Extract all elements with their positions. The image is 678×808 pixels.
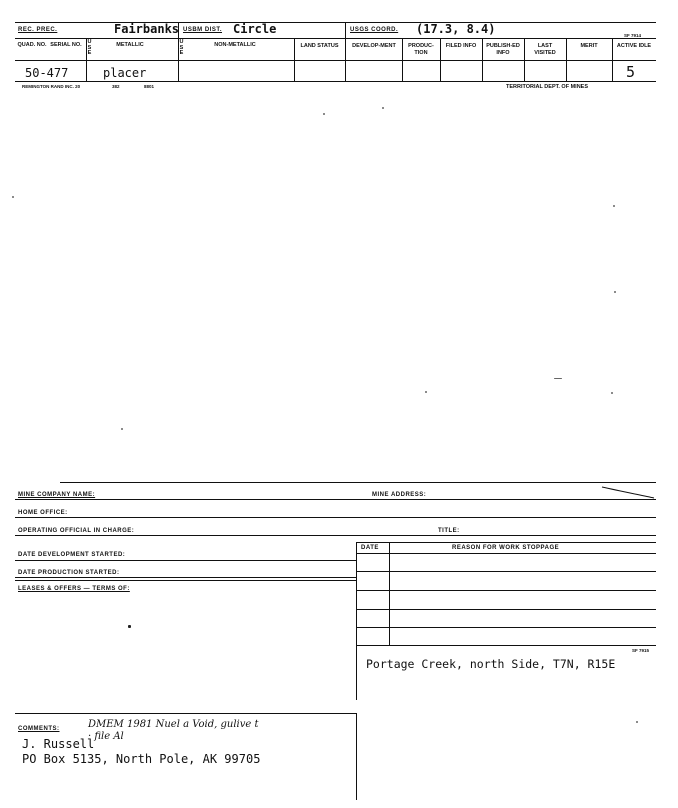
scan-speck <box>121 428 123 430</box>
usgs-coord-label: USGS COORD. <box>350 27 399 33</box>
date-production-label: DATE PRODUCTION STARTED: <box>18 570 120 576</box>
col-published-info: PUBLISH-ED INFO <box>486 43 520 56</box>
scan-speck <box>614 291 616 293</box>
contact-name: J. Russell <box>22 737 95 751</box>
col-production: PRODUC-TION <box>408 43 434 56</box>
usgs-coord-value: (17.3, 8.4) <box>416 22 496 36</box>
col-merit: MERIT <box>580 43 598 49</box>
col-non-metallic: NON-METALLIC <box>214 42 256 48</box>
title-label: TITLE: <box>438 528 460 534</box>
operating-official-label: OPERATING OFFICIAL IN CHARGE: <box>18 528 135 534</box>
scribble-mark <box>600 485 656 501</box>
comments-label: COMMENTS: <box>18 726 60 732</box>
date-development-label: DATE DEVELOPMENT STARTED: <box>18 552 126 558</box>
active-idle-value: 5 <box>626 63 636 81</box>
scan-speck <box>12 196 14 198</box>
form-code-bottom: SF 7915 <box>632 648 650 653</box>
mine-company-name-label: MINE COMPANY NAME: <box>18 492 96 498</box>
col-land-status: LAND STATUS <box>300 43 339 49</box>
rec-prec-label: REC. PREC. <box>18 27 58 33</box>
scan-speck <box>613 205 615 207</box>
col-use-1: U S E <box>87 39 92 56</box>
metallic-value: placer <box>103 66 147 80</box>
leases-offers-label: LEASES & OFFERS — TERMS OF: <box>18 586 130 592</box>
col-quad-no: QUAD. NO. <box>17 42 47 48</box>
scan-speck <box>382 107 384 109</box>
handwritten-note-line2: · file Al <box>88 731 124 742</box>
quad-serial-value: 50-477 <box>25 66 69 80</box>
col-use-2: U S E <box>179 39 184 56</box>
col-serial-no: SERIAL NO. <box>50 42 82 48</box>
home-office-label: HOME OFFICE: <box>18 510 68 516</box>
printer-code-1: 382 <box>112 84 120 89</box>
col-filed-info: FILED INFO <box>445 43 477 49</box>
usbm-dist-value: Circle <box>233 22 277 36</box>
handwritten-note-line1: DMEM 1981 Nuel a Void, gulive t <box>88 719 259 730</box>
col-development: DEVELOP-MENT <box>352 43 396 49</box>
date-column-header: DATE <box>361 545 379 551</box>
form-code-top: SF 7914 <box>624 33 642 38</box>
printer-label: REMINGTON RAND INC. 20 <box>22 84 81 89</box>
scan-speck <box>323 113 325 115</box>
scan-speck <box>636 721 638 723</box>
col-active-idle: ACTIVE IDLE <box>616 43 652 49</box>
col-last-visited: LAST VISITED <box>534 43 556 56</box>
scan-speck <box>128 625 131 628</box>
contact-address: PO Box 5135, North Pole, AK 99705 <box>22 752 261 766</box>
reason-column-header: REASON FOR WORK STOPPAGE <box>452 545 560 551</box>
col-metallic: METALLIC <box>116 42 144 48</box>
location-text: Portage Creek, north Side, T7N, R15E <box>366 657 616 671</box>
scan-speck <box>554 378 562 379</box>
district-value: Fairbanks <box>114 22 180 36</box>
usbm-dist-label: USBM DIST. <box>183 27 223 33</box>
mine-address-label: MINE ADDRESS: <box>372 492 427 498</box>
scan-speck <box>611 392 613 394</box>
department-label: TERRITORIAL DEPT. OF MINES <box>506 84 588 90</box>
printer-code-2: 8801 <box>144 84 155 89</box>
scan-speck <box>425 391 427 393</box>
